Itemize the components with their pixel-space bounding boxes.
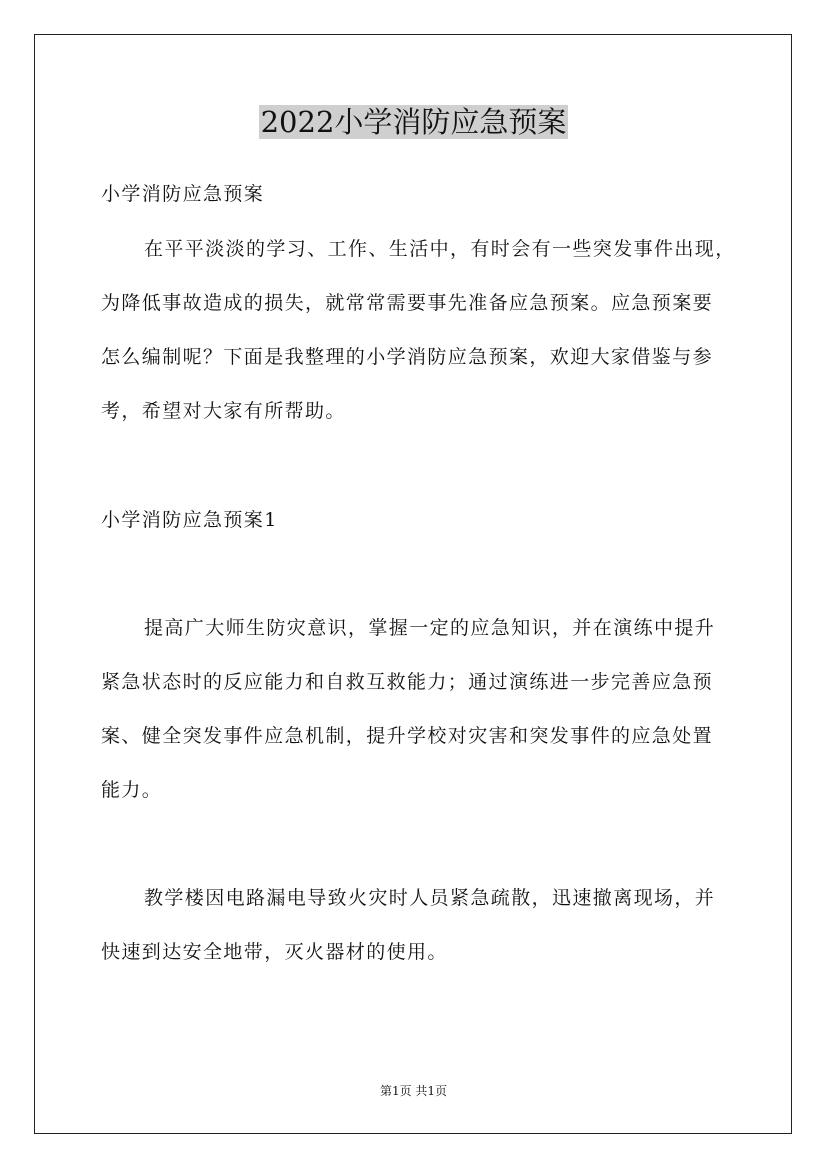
para2-line-2: 快速到达安全地带，灭火器材的使用。 [101,941,448,963]
document-title [0,100,827,144]
document-title-text: 2022小学消防应急预案 [260,105,567,139]
para1-line-2: 紧急状态时的反应能力和自救互救能力；通过演练进一步完善应急预 [101,671,714,693]
para1-line-3: 案、健全突发事件应急机制，提升学校对灾害和突发事件的应急处置 [101,725,714,747]
page-footer: 第1页 共1页 [379,1084,448,1098]
para2-line-1: 教学楼因电路漏电导致火灾时人员紧急疏散，迅速撤离现场，并 [144,887,716,909]
para1-line-1: 提高广大师生防灾意识，掌握一定的应急知识，并在演练中提升 [144,617,716,639]
intro-line-2: 为降低事故造成的损失，就常常需要事先准备应急预案。应急预案要 [101,292,714,314]
intro-line-1: 在平平淡淡的学习、工作、生活中，有时会有一些突发事件出现， [144,238,736,260]
document-subtitle: 小学消防应急预案 [101,183,265,205]
para1-line-4: 能力。 [101,779,163,801]
intro-line-3: 怎么编制呢？下面是我整理的小学消防应急预案，欢迎大家借鉴与参 [101,346,714,368]
intro-line-4: 考，希望对大家有所帮助。 [101,400,346,422]
section-heading: 小学消防应急预案1 [101,509,278,531]
